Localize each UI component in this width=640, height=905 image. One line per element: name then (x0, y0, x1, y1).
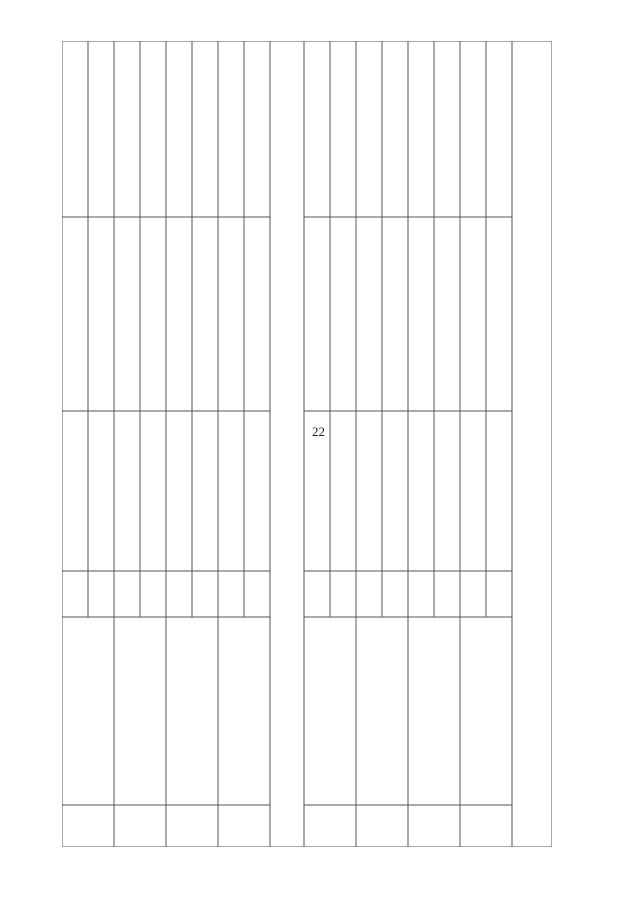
table-grid (62, 41, 552, 847)
tariff-table (62, 41, 552, 847)
page-number: 22 (312, 424, 325, 439)
